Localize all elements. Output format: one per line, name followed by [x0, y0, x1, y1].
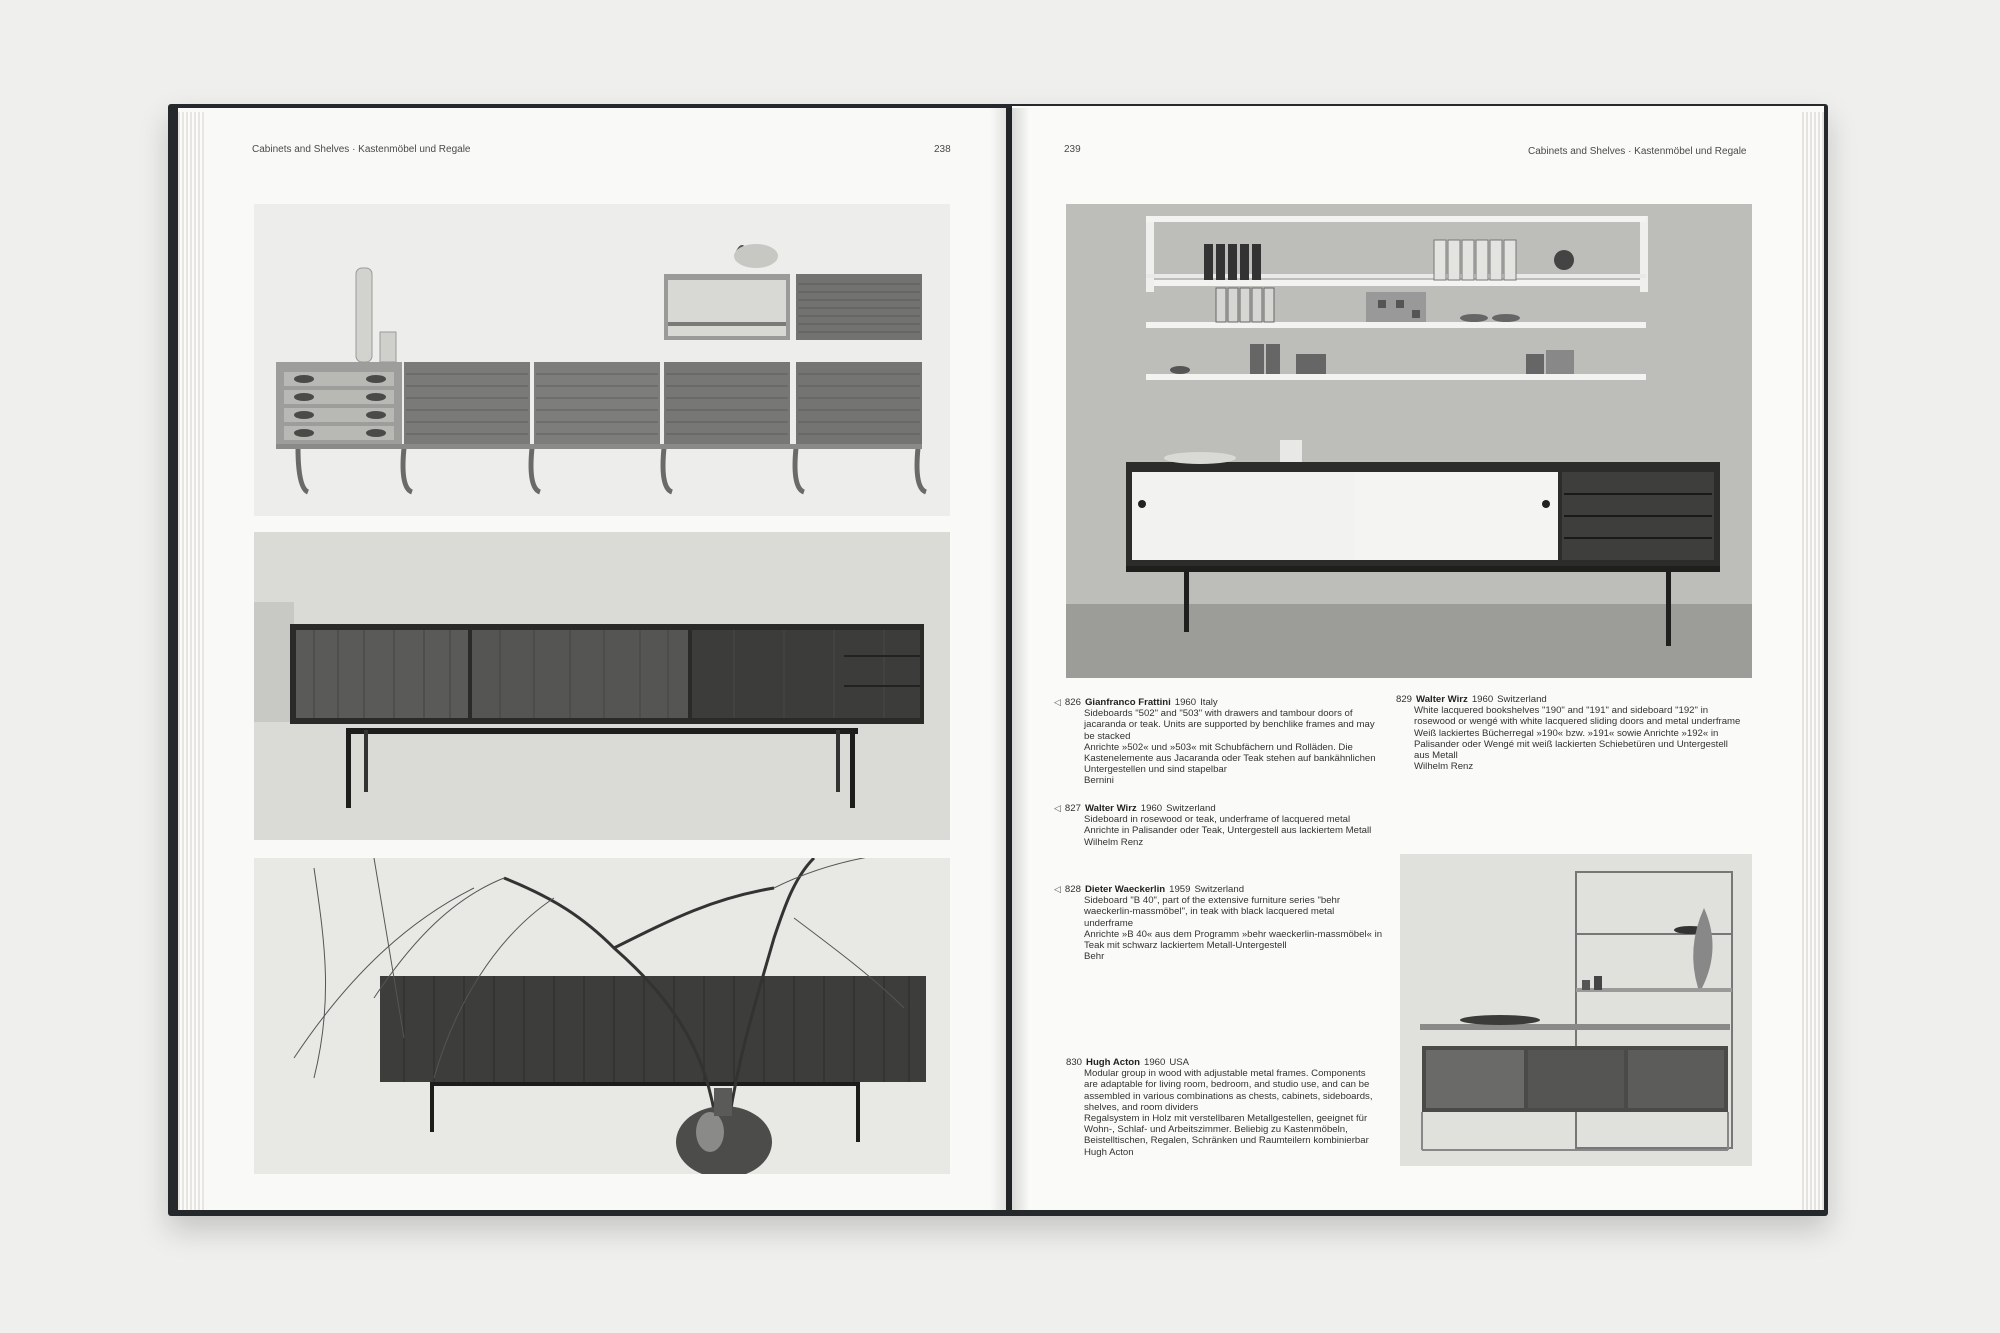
caption-manufacturer: Bernini	[1084, 775, 1114, 787]
photo-826-frattini-sideboards	[254, 204, 950, 516]
book-gutter	[990, 108, 1030, 1210]
photo-829-wirz-shelves-sideboard	[1066, 204, 1752, 678]
caption-pointer-icon: ◁	[1054, 697, 1061, 707]
caption-designer: Gianfranco Frattini	[1084, 697, 1171, 708]
caption-country: Switzerland	[1497, 694, 1547, 705]
photo-828-waeckerlin-sideboard	[254, 858, 950, 1174]
caption-designer: Dieter Waeckerlin	[1084, 884, 1166, 895]
caption-number: 830	[1066, 1057, 1083, 1068]
right-running-header: Cabinets and Shelves · Kastenmöbel und Regale	[1528, 146, 1747, 157]
caption-german: Regalsystem in Holz mit verstellbaren Metallgestellen, geeignet für Wohn-, Schlaf- und Arbeitszimmer. Beliebig zu Kastenmöbeln, Beistelltischen, Regalen, Schränken und Raumteilern kombinierbar	[1084, 1113, 1369, 1147]
photo-827-wirz-sideboard	[254, 532, 950, 840]
right-page-number: 239	[1064, 144, 1081, 155]
caption-english: Modular group in wood with adjustable metal frames. Components are adaptable for living room, bedroom, and studio use, and can be assembled in various combinations as chests, cabinets, sideboards, shelves, and room dividers	[1084, 1068, 1373, 1113]
caption-year: 1959	[1169, 884, 1191, 895]
caption-number: 826	[1064, 697, 1081, 708]
caption-country: Switzerland	[1166, 803, 1216, 814]
caption-year: 1960	[1174, 697, 1197, 708]
caption-number: 829	[1396, 694, 1413, 705]
caption-manufacturer: Behr	[1084, 951, 1105, 963]
caption-830	[1066, 1057, 1382, 1158]
caption-english: Sideboards "502" and "503" with drawers and tambour doors of jacaranda or teak. Units are supported by benchlike frames and may be stacked	[1084, 708, 1375, 742]
caption-designer: Walter Wirz	[1416, 694, 1468, 705]
right-page-edges	[1800, 112, 1824, 1210]
caption-designer: Hugh Acton	[1086, 1057, 1141, 1068]
caption-manufacturer: Wilhelm Renz	[1414, 761, 1474, 773]
caption-country: Switzerland	[1194, 884, 1245, 895]
caption-manufacturer: Wilhelm Renz	[1084, 836, 1144, 848]
caption-number: 827	[1064, 803, 1081, 814]
caption-number: 828	[1064, 884, 1081, 895]
caption-manufacturer: Hugh Acton	[1084, 1146, 1134, 1158]
caption-english: White lacquered bookshelves "190" and "191" and sideboard "192" in rosewood or wengé with white lacquered sliding doors and metal underframe	[1414, 705, 1741, 728]
caption-country: USA	[1169, 1057, 1190, 1068]
caption-year: 1960	[1140, 803, 1163, 814]
left-page-edges	[178, 112, 204, 1210]
caption-designer: Walter Wirz	[1084, 803, 1137, 814]
left-page-number: 238	[934, 144, 951, 155]
caption-english: Sideboard in rosewood or teak, underframe of lacquered metal	[1084, 814, 1351, 826]
caption-german: Weiß lackiertes Bücherregal »190« bzw. »191« sowie Anrichte »192« in Palisander oder Wengé mit weiß lackierten Schiebetüren und Untergestell aus Metall	[1414, 727, 1728, 762]
photo-830-acton-modular-group	[1400, 854, 1752, 1166]
caption-german: Anrichte »502« und »503« mit Schubfächern und Rolläden. Die Kastenelemente aus Jacaranda oder Teak stehen auf bankähnlichen Untergestellen und sind stapelbar	[1084, 741, 1376, 776]
caption-827	[1054, 803, 1384, 848]
caption-826	[1054, 697, 1384, 787]
caption-year: 1960	[1471, 694, 1494, 705]
caption-828	[1054, 884, 1384, 962]
left-running-header: Cabinets and Shelves · Kastenmöbel und Regale	[252, 144, 471, 155]
caption-year: 1960	[1144, 1057, 1166, 1068]
caption-german: Anrichte »B 40« aus dem Programm »behr waeckerlin-massmöbel« in Teak mit schwarz lackiertem Metall-Untergestell	[1084, 928, 1383, 952]
caption-english: Sideboard "B 40", part of the extensive furniture series "behr waeckerlin-massmöbel", in teak with black lacquered metal underframe	[1084, 895, 1341, 929]
caption-country: Italy	[1200, 697, 1218, 708]
caption-german: Anrichte in Palisander oder Teak, Untergestell aus lackiertem Metall	[1084, 825, 1372, 837]
caption-829	[1396, 694, 1746, 772]
caption-pointer-icon: ◁	[1054, 884, 1061, 894]
caption-pointer-icon: ◁	[1054, 803, 1061, 813]
